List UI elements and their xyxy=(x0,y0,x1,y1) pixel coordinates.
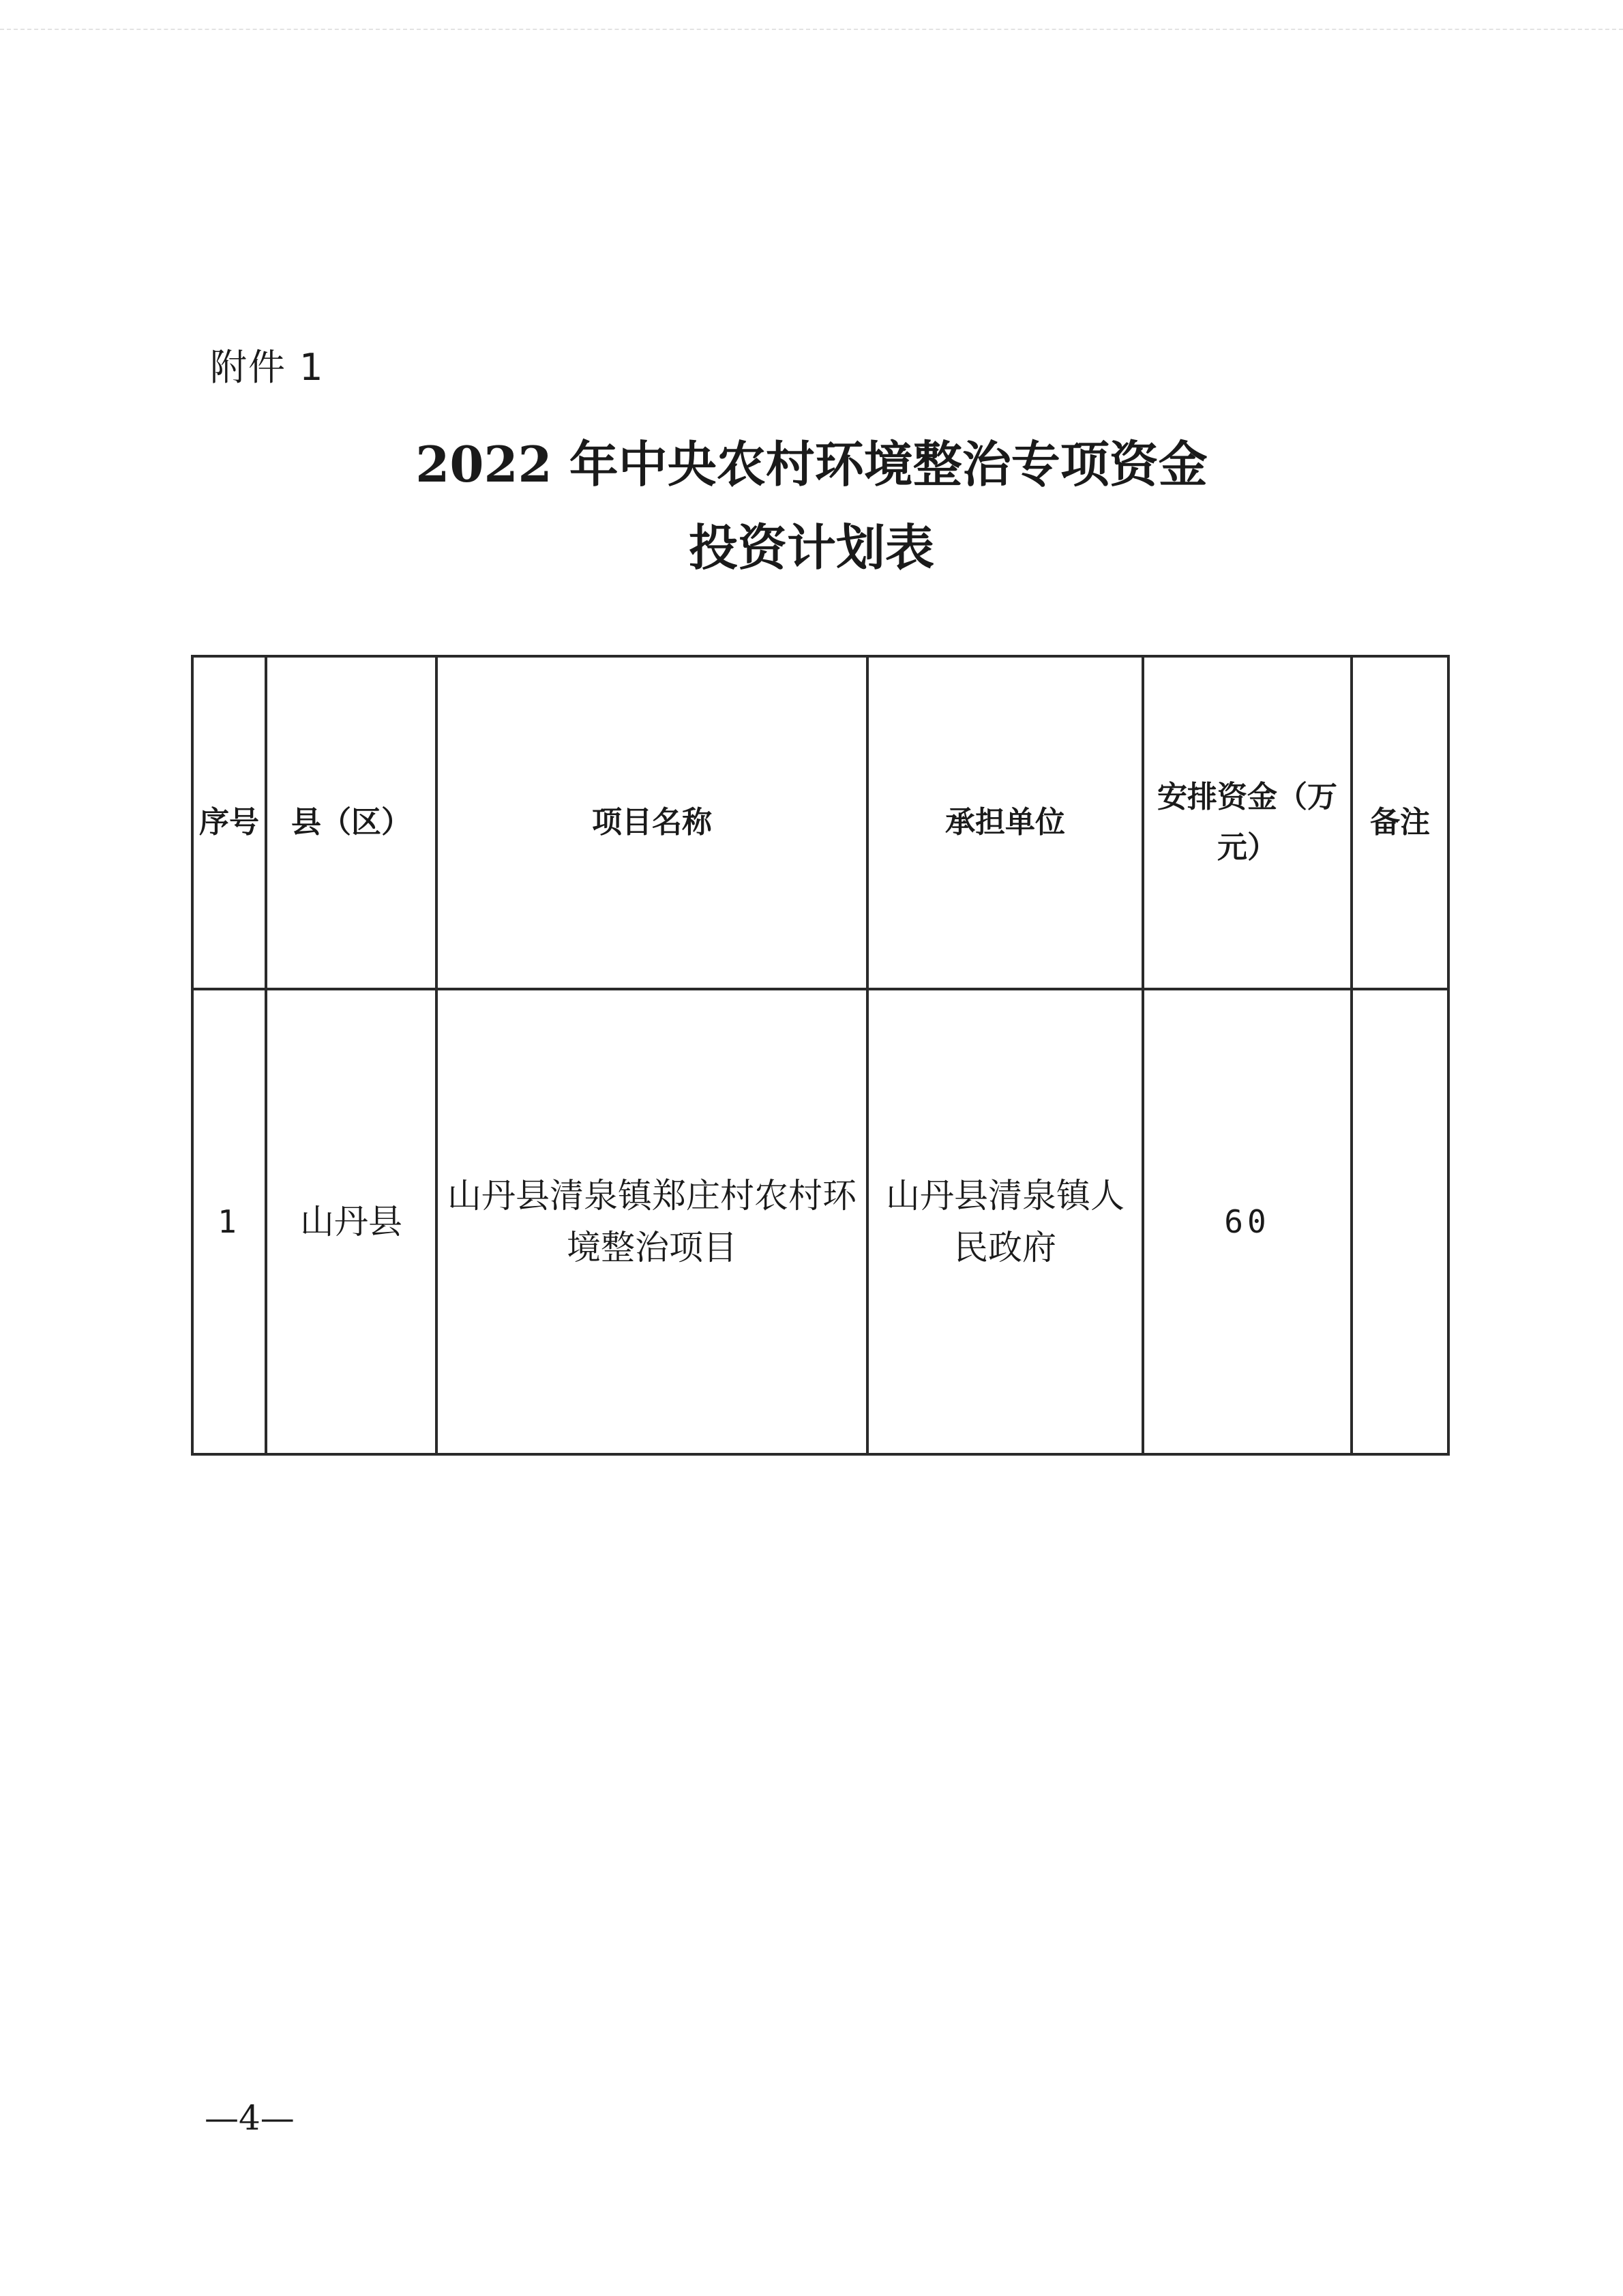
cell-county: 山丹县 xyxy=(266,989,436,1454)
header-remarks: 备注 xyxy=(1352,656,1448,989)
header-funds: 安排资金（万元） xyxy=(1143,656,1352,989)
cell-remarks xyxy=(1352,989,1448,1454)
table-header-row xyxy=(192,656,1448,989)
header-project: 项目名称 xyxy=(436,656,867,989)
header-county: 县（区） xyxy=(266,656,436,989)
investment-plan-table xyxy=(191,655,1450,1456)
page-number: —4— xyxy=(205,2098,295,2138)
cell-project: 山丹县清泉镇郑庄村农村环境整治项目 xyxy=(436,989,867,1454)
attachment-label: 附件 1 xyxy=(210,346,325,389)
title-line-1: 2022 年中央农村环境整治专项资金 xyxy=(415,435,1208,493)
header-unit: 承担单位 xyxy=(867,656,1143,989)
cell-seq: 1 xyxy=(192,989,266,1454)
table-row xyxy=(192,989,1448,1454)
investment-plan-table-wrapper xyxy=(191,655,1450,1456)
cell-funds: 60 xyxy=(1143,989,1352,1454)
cell-unit: 山丹县清泉镇人民政府 xyxy=(867,989,1143,1454)
title-line-2: 投资计划表 xyxy=(688,518,934,576)
document-title xyxy=(0,423,1623,589)
header-seq: 序号 xyxy=(192,656,266,989)
top-dashed-rule xyxy=(0,29,1623,30)
